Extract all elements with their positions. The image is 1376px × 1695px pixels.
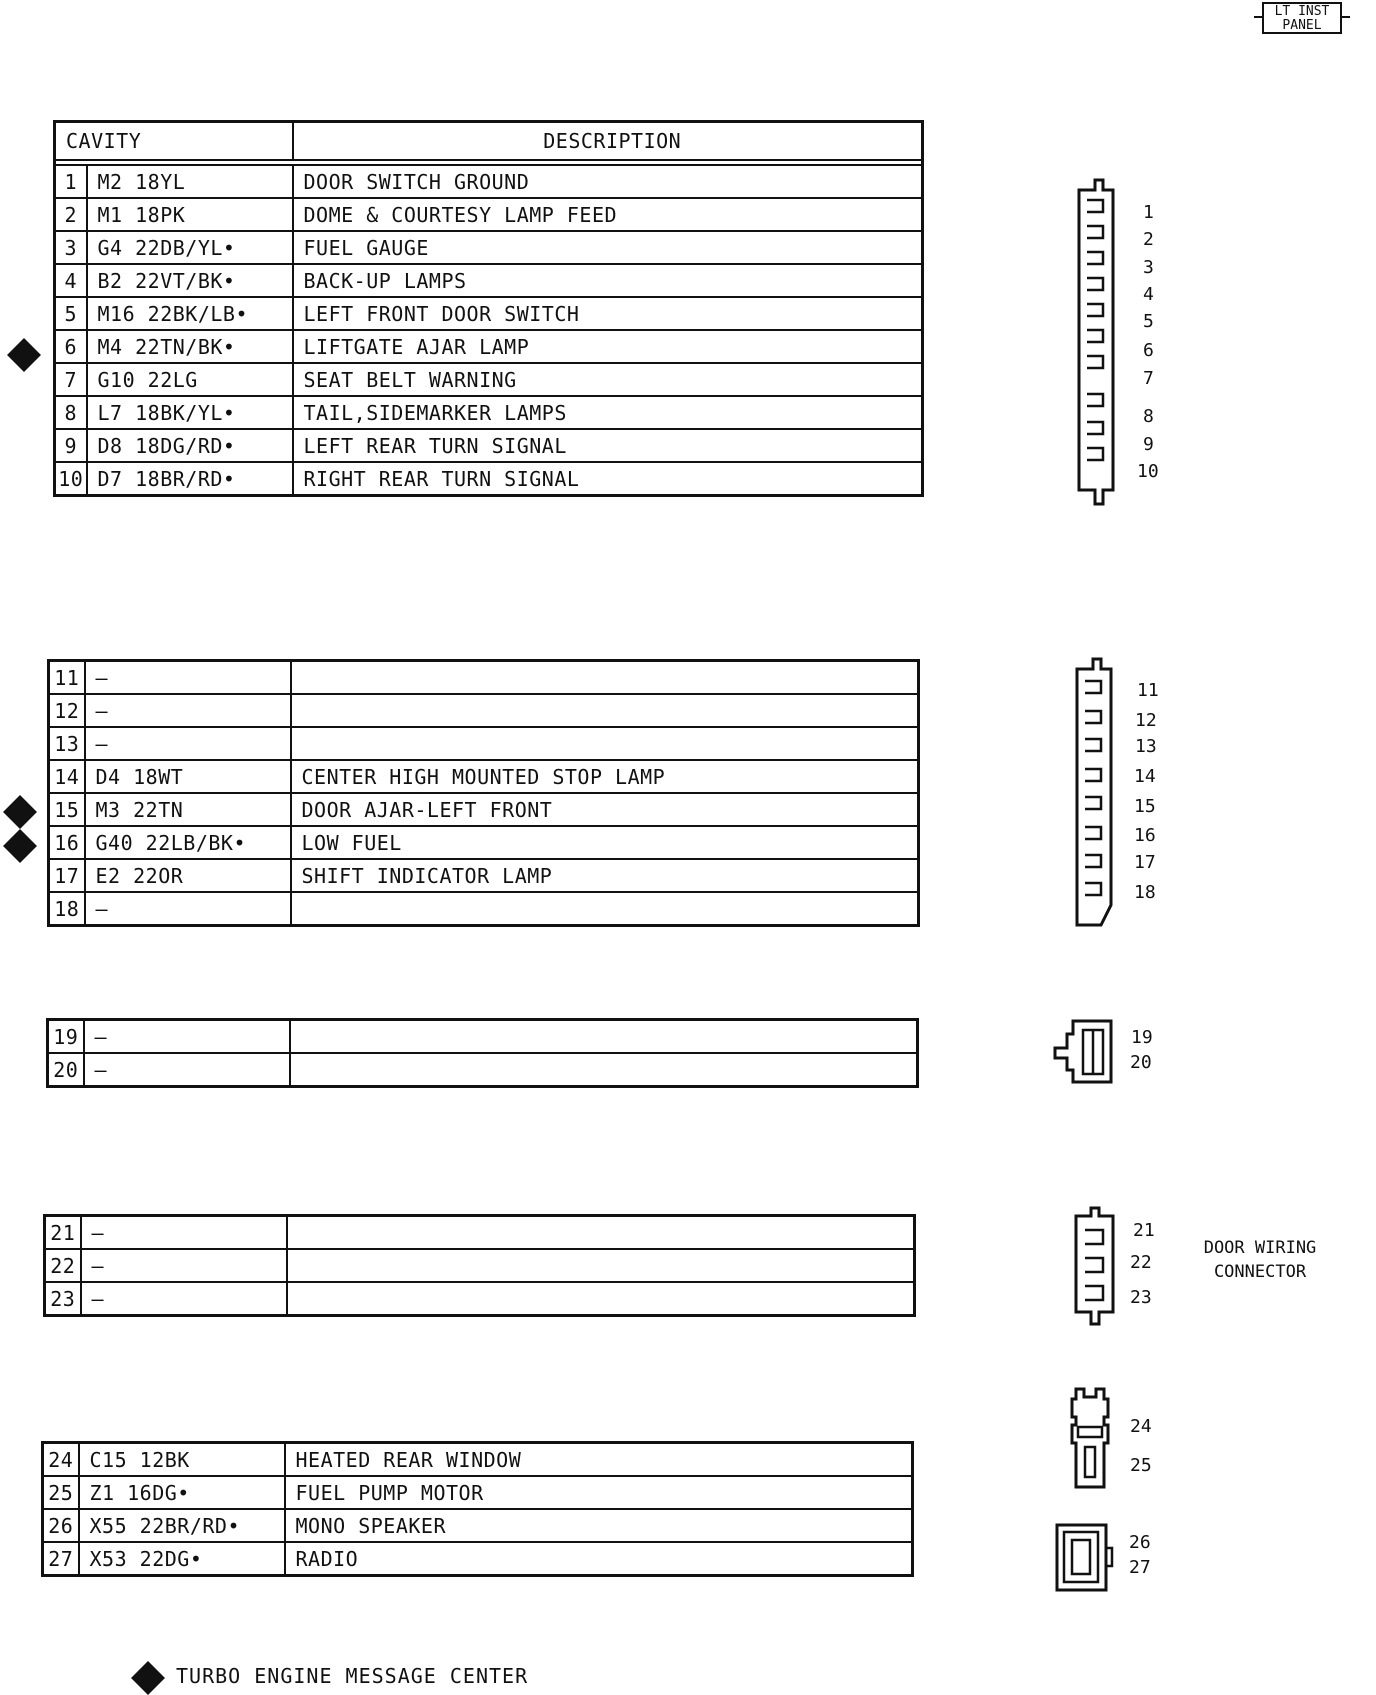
pin-number: 7 (1143, 368, 1154, 389)
pin-number: 3 (1143, 257, 1154, 278)
cavity-table-5 (41, 1441, 914, 1577)
door-wiring-connector-label: DOOR WIRING CONNECTOR (1203, 1238, 1317, 1282)
table-row: 13 — (49, 727, 919, 760)
pin-number: 21 (1133, 1220, 1155, 1241)
pin-number: 27 (1129, 1557, 1151, 1578)
table-row: 20 — (48, 1053, 918, 1087)
pin-number: 18 (1134, 882, 1156, 903)
table-row: 22 — (45, 1249, 915, 1282)
connector-5-icon (1068, 1385, 1118, 1491)
table-row: 19 — (48, 1020, 918, 1054)
pin-number: 20 (1130, 1052, 1152, 1073)
table-row: 6 M4 22TN/BK• LIFTGATE AJAR LAMP (55, 330, 923, 363)
pin-number: 6 (1143, 340, 1154, 361)
table-row: 23 — (45, 1282, 915, 1316)
cavity-table-4 (43, 1214, 916, 1317)
table-row: 21 — (45, 1216, 915, 1250)
pin-number: 15 (1134, 796, 1156, 817)
pin-number: 9 (1143, 434, 1154, 455)
table-row: 11 — (49, 661, 919, 695)
table-row: 26 X55 22BR/RD• MONO SPEAKER (43, 1509, 913, 1542)
pin-number: 10 (1137, 461, 1159, 482)
table-row: 27 X53 22DG• RADIO (43, 1542, 913, 1576)
pin-number: 8 (1143, 406, 1154, 427)
table-row: 7 G10 22LG SEAT BELT WARNING (55, 363, 923, 396)
table-row: 14 D4 18WT CENTER HIGH MOUNTED STOP LAMP (49, 760, 919, 793)
pin-number: 4 (1143, 284, 1154, 305)
pin-number: 26 (1129, 1532, 1151, 1553)
table-row: 1 M2 18YL DOOR SWITCH GROUND (55, 165, 923, 198)
table-row: 25 Z1 16DG• FUEL PUMP MOTOR (43, 1476, 913, 1509)
table-row: 2 M1 18PK DOME & COURTESY LAMP FEED (55, 198, 923, 231)
panel-tag-line1: LT INST (1274, 4, 1330, 19)
turbo-diamond-icon (3, 795, 37, 829)
pin-number: 25 (1130, 1455, 1152, 1476)
pin-number: 12 (1135, 710, 1157, 731)
pin-number: 14 (1134, 766, 1156, 787)
table-row: 4 B2 22VT/BK• BACK-UP LAMPS (55, 264, 923, 297)
turbo-diamond-icon (3, 829, 37, 863)
pin-number: 11 (1137, 680, 1159, 701)
connector-4-icon (1073, 1206, 1123, 1326)
table-row: 3 G4 22DB/YL• FUEL GAUGE (55, 231, 923, 264)
pin-number: 19 (1131, 1027, 1153, 1048)
table-row: 18 — (49, 892, 919, 926)
cavity-table-1 (53, 120, 924, 497)
turbo-diamond-icon (7, 338, 41, 372)
connector-1-icon (1075, 178, 1135, 508)
connector-3-icon (1053, 1018, 1117, 1086)
header-cavity: CAVITY (55, 122, 293, 161)
table-row: 15 M3 22TN DOOR AJAR-LEFT FRONT (49, 793, 919, 826)
cavity-table-2 (47, 659, 920, 927)
pin-number: 16 (1134, 825, 1156, 846)
table-row: 5 M16 22BK/LB• LEFT FRONT DOOR SWITCH (55, 297, 923, 330)
table-row: 17 E2 22OR SHIFT INDICATOR LAMP (49, 859, 919, 892)
pin-number: 22 (1130, 1252, 1152, 1273)
table-row: 10 D7 18BR/RD• RIGHT REAR TURN SIGNAL (55, 462, 923, 496)
table-row: 24 C15 12BK HEATED REAR WINDOW (43, 1443, 913, 1477)
table-row: 12 — (49, 694, 919, 727)
pin-number: 13 (1135, 736, 1157, 757)
pin-number: 17 (1134, 852, 1156, 873)
connector-6-icon (1054, 1522, 1116, 1594)
cavity-table-3 (46, 1018, 919, 1088)
panel-tag (1262, 2, 1342, 34)
legend-diamond-icon (131, 1661, 165, 1695)
pin-number: 2 (1143, 229, 1154, 250)
header-description: DESCRIPTION (293, 122, 923, 161)
pin-number: 1 (1143, 202, 1154, 223)
connector-2-icon (1073, 657, 1133, 929)
pin-number: 5 (1143, 311, 1154, 332)
table-row: 9 D8 18DG/RD• LEFT REAR TURN SIGNAL (55, 429, 923, 462)
pin-number: 24 (1130, 1416, 1152, 1437)
pin-number: 23 (1130, 1287, 1152, 1308)
panel-tag-line2: PANEL (1282, 18, 1322, 33)
table-row: 8 L7 18BK/YL• TAIL,SIDEMARKER LAMPS (55, 396, 923, 429)
legend-text: TURBO ENGINE MESSAGE CENTER (176, 1664, 529, 1688)
table-row: 16 G40 22LB/BK• LOW FUEL (49, 826, 919, 859)
